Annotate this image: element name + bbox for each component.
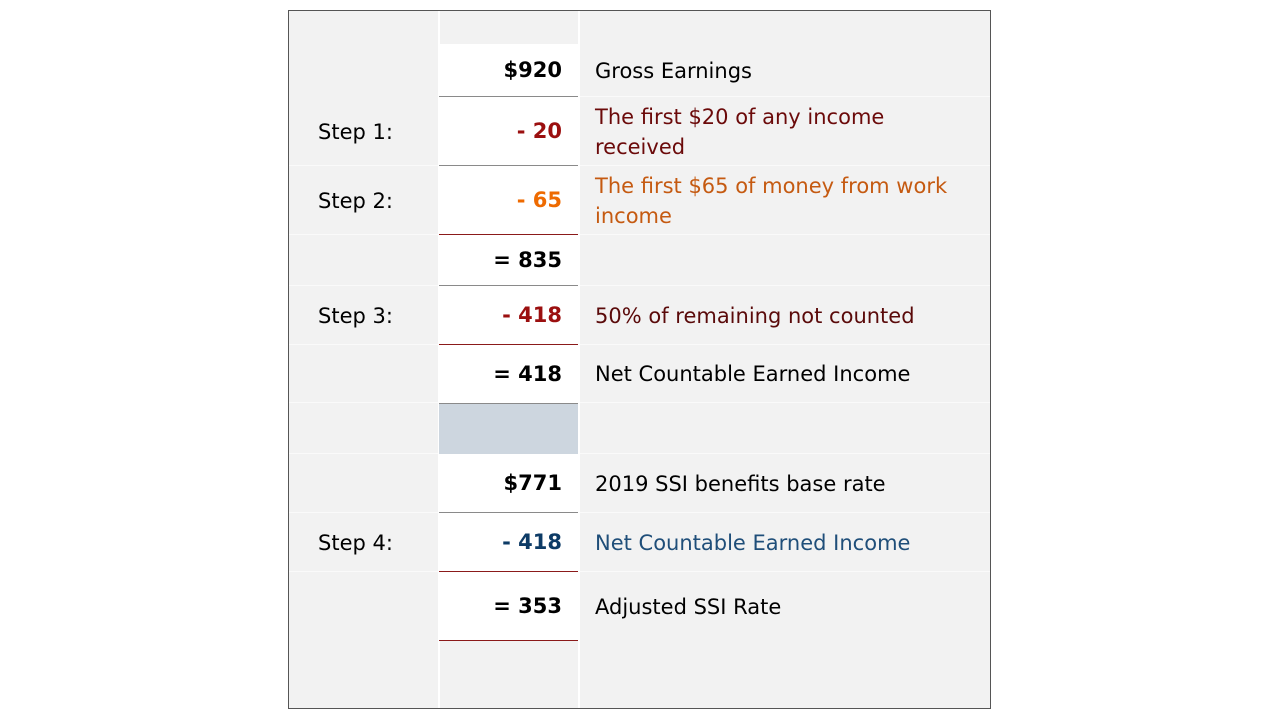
amount-cell [439,345,578,403]
step-label: Step 3: [318,303,393,328]
amount-value: = 418 [493,362,562,386]
row-description: Adjusted SSI Rate [595,594,782,619]
amount-value: = 353 [493,594,562,618]
step-label: Step 4: [318,530,393,555]
calculation-table [288,10,991,709]
amount-cell [439,286,578,345]
row-description: Net Countable Earned Income [595,362,911,386]
amount-cell [439,454,578,513]
row-description: Gross Earnings [595,58,752,83]
row-description: 50% of remaining not counted [595,303,915,328]
table-row [289,454,990,513]
table-row [289,286,990,345]
table-row [289,403,990,454]
table-row [289,44,990,97]
table-row [289,513,990,572]
amount-value: $771 [503,471,562,495]
table-row [289,235,990,286]
amount-cell [439,235,578,286]
amount-cell [439,44,578,97]
row-description: The first $20 of any income received [595,104,885,159]
amount-value: - 418 [502,303,562,327]
row-description: The first $65 of money from work income [595,173,948,228]
step-label: Step 1: [318,119,393,144]
amount-value: - 418 [502,530,562,554]
table-row [289,166,990,235]
table-row [289,572,990,641]
amount-cell [439,513,578,572]
shaded-spacer-cell [439,403,578,454]
amount-value: = 835 [493,248,562,272]
table-row [289,97,990,166]
row-description: 2019 SSI benefits base rate [595,471,886,496]
amount-value: - 65 [516,188,562,212]
amount-value: $920 [503,58,562,82]
amount-cell [439,166,578,235]
step-label: Step 2: [318,188,393,213]
amount-cell [439,572,578,641]
amount-cell [439,97,578,166]
row-description: Net Countable Earned Income [595,530,911,555]
amount-value: - 20 [516,119,562,143]
table-row [289,345,990,403]
